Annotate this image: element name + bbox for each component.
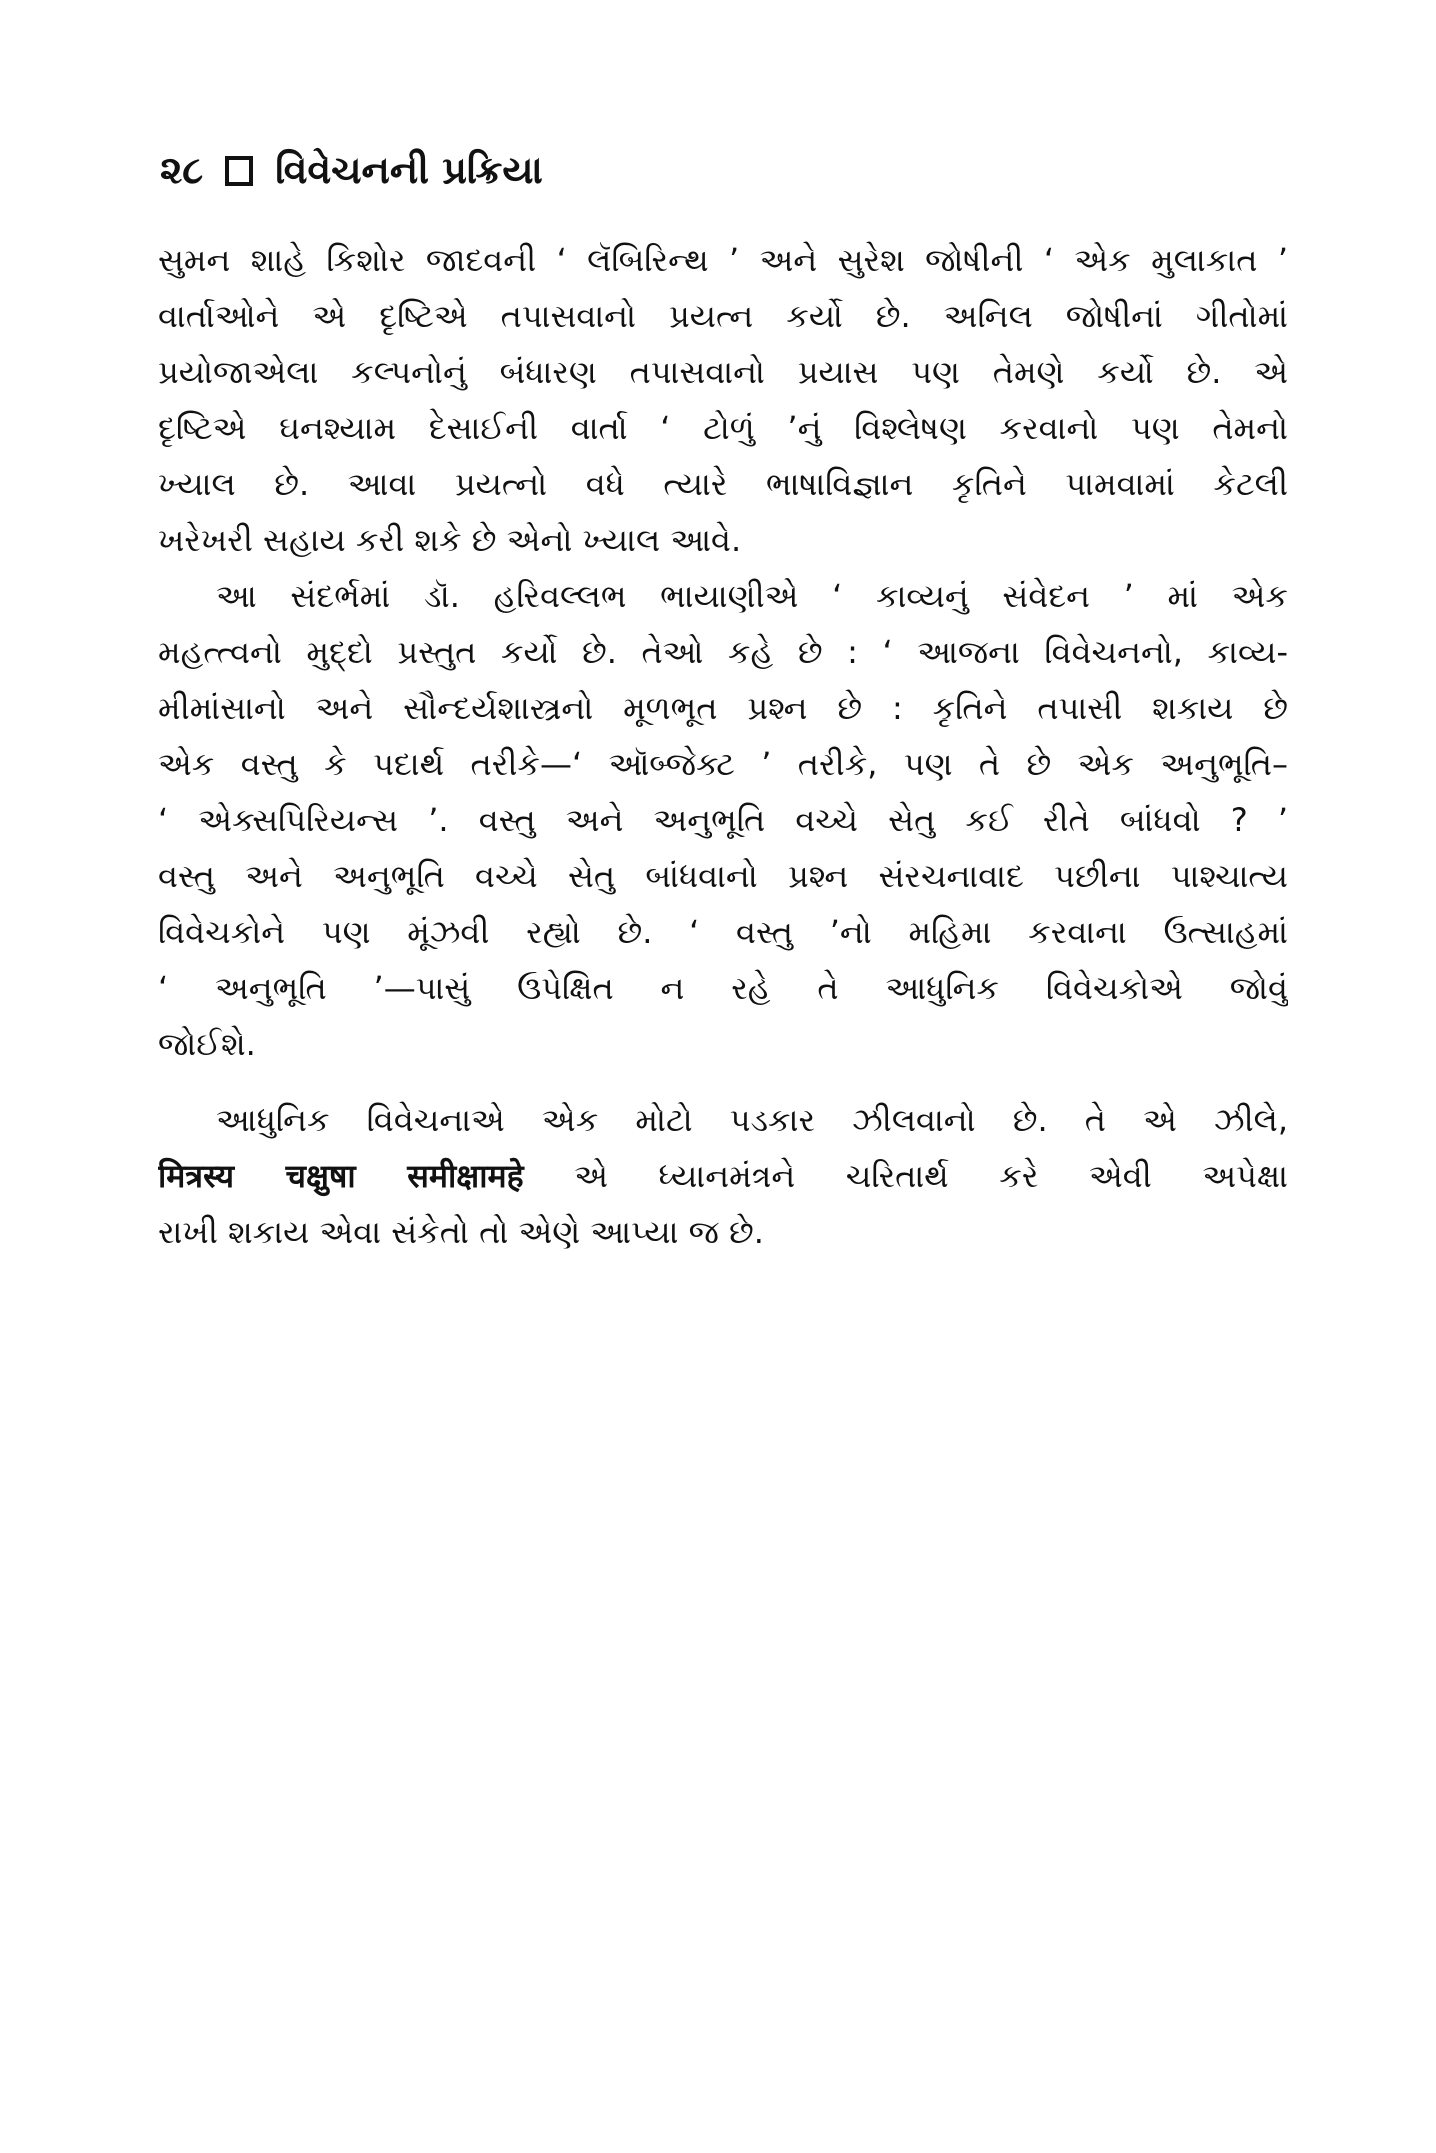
- paragraph-2-line-9: જોઈશે.: [158, 1025, 256, 1063]
- paragraph-3-line-2: [158, 1148, 1288, 1204]
- paragraph-2-line-5: ‘ એક્સપિરિયન્સ ’. વસ્તુ અને અનુભૂતિ વચ્ચે સેતુ કઈ રીતે બાંધવો ? ’: [158, 801, 1288, 839]
- paragraph-2-line-3: મીમાંસાનો અને સૌન્દર્યશાસ્ત્રનો મૂળભૂત પ્રશ્ન છે : કૃતિને તપાસી શકાય છે: [158, 689, 1288, 727]
- paragraph-1-line-6: ખરેખરી સહાય કરી શકે છે એનો ખ્યાલ આવે.: [158, 521, 742, 559]
- paragraph-2-line-7: વિવેચકોને પણ મૂંઝવી રહ્યો છે. ‘ વસ્તુ ’નો મહિમા કરવાના ઉત્સાહમાં: [158, 913, 1288, 951]
- paragraph-1-line-4: દૃષ્ટિએ ઘનશ્યામ દેસાઈની વાર્તા ‘ ટોળું ’નું વિશ્લેષણ કરવાનો પણ તેમનો: [158, 409, 1288, 447]
- paragraph-1-line-2: વાર્તાઓને એ દૃષ્ટિએ તપાસવાનો પ્રયત્ન કર્યો છે. અનિલ જોષીનાં ગીતોમાં: [158, 297, 1288, 335]
- paragraph-1-line-1: સુમન શાહે કિશોર જાદવની ‘ લૅબિરિન્થ ’ અને સુરેશ જોષીની ‘ એક મુલાકાત ’: [158, 241, 1288, 279]
- paragraph-1-line-5: ખ્યાલ છે. આવા પ્રયત્નો વધે ત્યારે ભાષાવિજ્ઞાન કૃતિને પામવામાં કેટલી: [158, 465, 1288, 503]
- paragraph-2-line-8: ‘ અનુભૂતિ ’—પાસું ઉપેક્ષિત ન રહે તે આધુનિક વિવેચકોએ જોવું: [158, 969, 1288, 1007]
- paragraph-2-line-2: મહત્ત્વનો મુદ્દો પ્રસ્તુત કર્યો છે. તેઓ કહે છે : ‘ આજના વિવેચનનો, કાવ્ય-: [158, 633, 1288, 671]
- body-text: [158, 232, 1288, 1260]
- square-ornament-icon: [225, 156, 253, 186]
- page-number: ૨૮: [160, 148, 204, 192]
- paragraph-3-line-3: રાખી શકાય એવા સંકેતો તો એણે આપ્યા જ છે.: [158, 1213, 764, 1251]
- paragraph-spacer: [158, 1072, 1288, 1092]
- sanskrit-quote: मित्रस्य चक्षुषा समीक्षामहे: [158, 1157, 524, 1195]
- paragraph-2-line-4: એક વસ્તુ કે પદાર્થ તરીકે—‘ ઑબ્જેક્ટ ’ તરીકે, પણ તે છે એક અનુભૂતિ–: [158, 745, 1288, 783]
- paragraph-3-line-2-rest: એ ધ્યાનમંત્રને ચરિતાર્થ કરે એવી અપેક્ષા: [523, 1157, 1288, 1195]
- paragraph-3-line-1: આધુનિક વિવેચનાએ એક મોટો પડકાર ઝીલવાનો છે. તે એ ઝીલે,: [216, 1101, 1288, 1139]
- book-title: વિવેચનની પ્રક્રિયા: [275, 148, 543, 192]
- paragraph-1-line-3: પ્રયોજાએલા કલ્પનોનું બંધારણ તપાસવાનો પ્રયાસ પણ તેમણે કર્યો છે. એ: [158, 353, 1288, 391]
- paragraph-2-line-6: વસ્તુ અને અનુભૂતિ વચ્ચે સેતુ બાંધવાનો પ્રશ્ન સંરચનાવાદ પછીના પાશ્ચાત્ય: [158, 857, 1288, 895]
- running-head: [160, 148, 543, 193]
- paragraph-2-line-1: આ સંદર્ભમાં ડૉ. હરિવલ્લભ ભાયાણીએ ‘ કાવ્યનું સંવેદન ’ માં એક: [216, 577, 1288, 615]
